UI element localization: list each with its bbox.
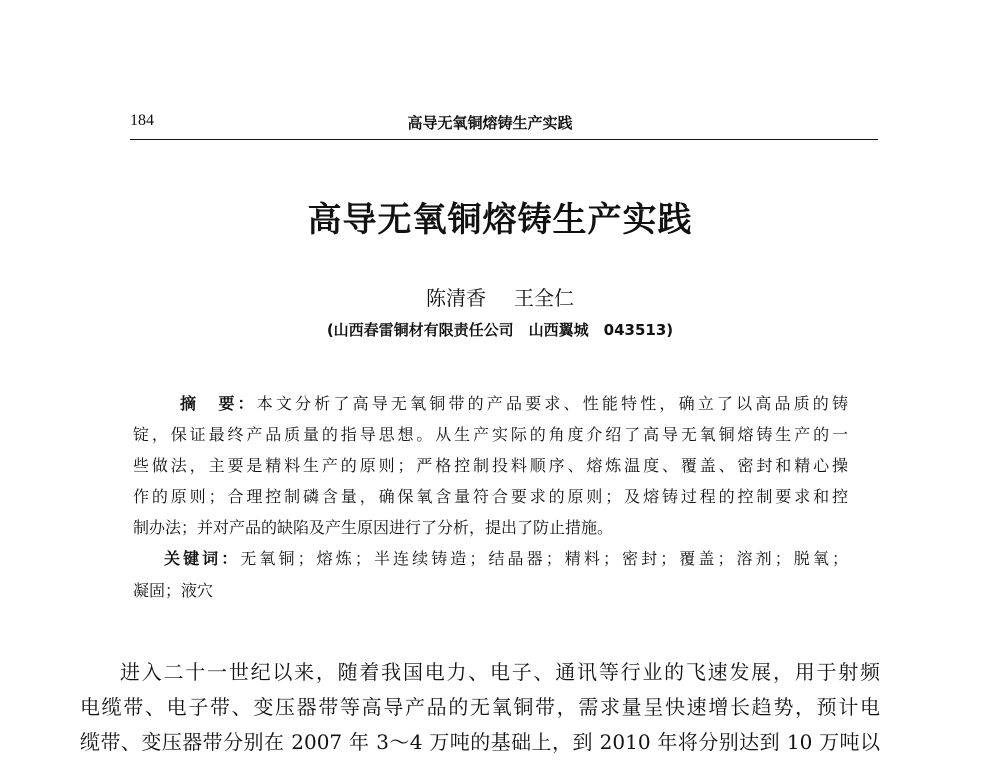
authors (0, 282, 1000, 311)
header-rule (130, 139, 878, 140)
body-line: 缆带、变压器带分别在 2007 年 3～4 万吨的基础上，到 2010 年将分别达到 10 万吨以 (80, 730, 880, 754)
abstract-line: 锭，保证最终产品质量的指导思想。从生产实际的角度介绍了高导无氧铜熔铸生产的一 (133, 425, 848, 444)
body-line: 进入二十一世纪以来，随着我国电力、电子、通讯等行业的飞速发展，用于射频 (120, 660, 880, 684)
keywords-line: 关键词：无氧铜；熔炼；半连续铸造；结晶器；精料；密封；覆盖；溶剂；脱氧； (164, 549, 848, 568)
abstract-line: 些做法，主要是精料生产的原则；严格控制投料顺序、熔炼温度、覆盖、密封和精心操 (133, 456, 848, 475)
keywords-label: 关键词： (164, 549, 241, 568)
running-title: 高导无氧铜熔铸生产实践 (407, 114, 573, 132)
author: 陈清香 (426, 286, 486, 310)
author: 王全仁 (514, 286, 574, 310)
keywords-line: 凝固；液穴 (133, 581, 214, 600)
abstract-line: 摘 要：本文分析了高导无氧铜带的产品要求、性能特性，确立了以高品质的铸 (180, 394, 848, 413)
affiliation: (山西春雷铜材有限责任公司 山西翼城 043513) (326, 321, 674, 339)
abstract-label: 摘 要： (180, 394, 257, 413)
abstract-line: 作的原则；合理控制磷含量，确保氧含量符合要求的原则；及熔铸过程的控制要求和控 (133, 487, 848, 506)
body-line: 电缆带、电子带、变压器带等高导产品的无氧铜带，需求量呈快速增长趋势，预计电 (80, 695, 880, 719)
paper-title: 高导无氧铜熔铸生产实践 (307, 200, 693, 240)
abstract-line: 制办法；并对产品的缺陷及产生原因进行了分析，提出了防止措施。 (133, 518, 614, 537)
page-number: 184 (130, 112, 154, 129)
